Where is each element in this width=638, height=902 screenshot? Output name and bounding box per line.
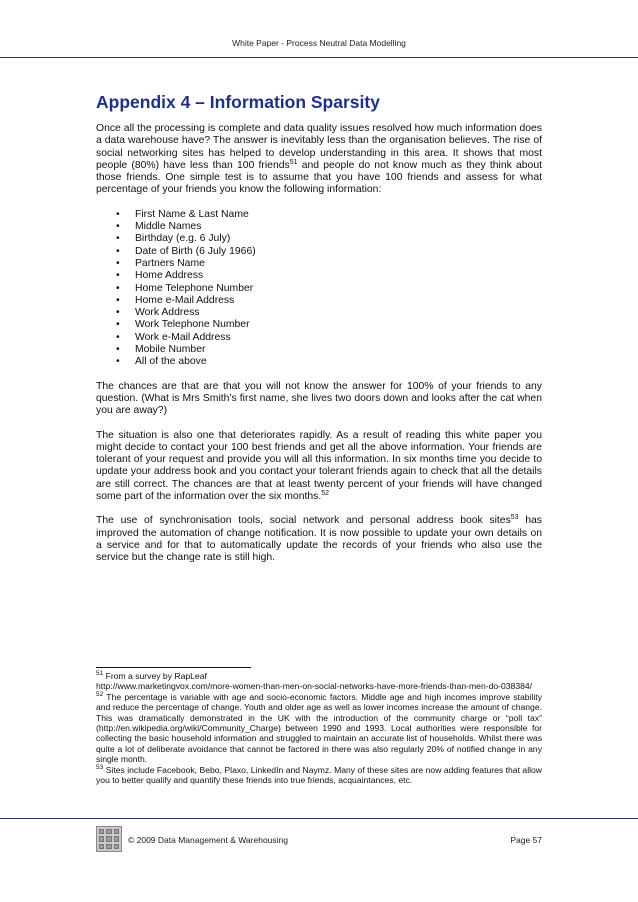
- footer-rule: [0, 818, 638, 819]
- information-list: [96, 209, 542, 369]
- footnote-53: [96, 765, 542, 786]
- list-item: [116, 356, 542, 368]
- list-item-label: Birthday (e.g. 6 July): [135, 233, 231, 245]
- list-item: [116, 319, 542, 331]
- footnote-51-number: 51: [96, 670, 104, 677]
- bullet-icon: •: [116, 257, 120, 269]
- bullet-icon: •: [116, 331, 120, 343]
- deteriorates-text: The situation is also one that deteriorates rapidly. As a result of reading this white paper you might decide to contact your 100 best friends and get all the above information. Your friends are tolerant of your request and provide you will all this information. In six months time you decide to update your address book and you contact your tolerant friends again to check that all the details are still correct. The chances are that at least twenty percent of your friends will have changed some part of the information over the six months.: [96, 429, 542, 503]
- list-item-label: Home Telephone Number: [135, 282, 254, 294]
- footnote-52: [96, 692, 542, 765]
- footnote-52-number: 52: [96, 690, 104, 698]
- bullet-icon: •: [116, 294, 120, 306]
- footnote-51-url[interactable]: http://www.marketingvox.com/more-women-than-men-on-social-networks-have-more-friends-than-men-do-038384/: [96, 681, 533, 692]
- list-item: [116, 307, 542, 319]
- list-item-label: Work Telephone Number: [135, 319, 250, 331]
- list-item-label: First Name & Last Name: [135, 208, 249, 220]
- bullet-icon: •: [116, 245, 120, 257]
- list-item: [116, 258, 542, 270]
- list-item: [116, 209, 542, 221]
- bullet-icon: •: [116, 307, 120, 319]
- list-item: [116, 344, 542, 356]
- footer-copyright: © 2009 Data Management & Warehousing: [128, 835, 288, 845]
- list-item: [116, 246, 542, 258]
- intro-text-a: Once all the processing is complete and data quality issues resolved how much information does a data warehouse have? The answer is inevitably less than the organisation believes. The rise of social networking sites has helped to develop understanding in this area. It shows that most people (80%) have less than 100 friends: [96, 123, 542, 171]
- list-item-label: Home Address: [135, 270, 204, 282]
- list-item: [116, 295, 542, 307]
- list-item: [116, 332, 542, 344]
- header-rule: [0, 57, 638, 58]
- footnote-53-number: 53: [96, 763, 104, 771]
- list-item-label: Middle Names: [135, 221, 202, 233]
- bullet-icon: •: [116, 270, 120, 282]
- list-item: [116, 270, 542, 282]
- page-content: [96, 92, 542, 577]
- footnote-ref-53[interactable]: 53: [510, 514, 519, 522]
- bullet-icon: •: [116, 344, 120, 356]
- bullet-icon: •: [116, 208, 120, 220]
- sync-text-a: The use of synchronisation tools, social network and personal address book sites: [96, 515, 511, 527]
- intro-text-b: and people do not know much as they think about those friends. One simple test is to assume that you have 100 friends and assess for what percentage of your friends you know the following information:: [96, 159, 543, 196]
- running-header: White Paper - Process Neutral Data Modelling: [232, 38, 406, 48]
- list-item-label: Partners Name: [135, 257, 205, 269]
- footnote-ref-52[interactable]: 52: [321, 490, 330, 498]
- intro-paragraph: [96, 123, 542, 197]
- list-item-label: All of the above: [135, 356, 207, 368]
- footnote-51-text: From a survey by RapLeaf: [103, 671, 207, 681]
- list-item: [116, 233, 542, 245]
- list-item: [116, 221, 542, 233]
- footnote-52-text: The percentage is variable with age and socio-economic factors. Middle age and high incomes improve stability and reduce the percentage of change. Youth and older age as well as lower incomes increase the amount of change. This was dramatically demonstrated in the UK with the introduction of the community charge or “poll tax” (http://en.wikipedia.org/wiki/Community_Charge) between 1990 and 1993. Local authorities were responsible for collecting the basic household information and struggled to maintain an accurate list of households. Whilst there was quite a lot of deliberate avoidance that cannot be factored in there was also regularly 20% of notified change in any single month.: [96, 691, 542, 765]
- page-number: Page 57: [510, 835, 542, 845]
- sync-text-b: has improved the automation of change notification. It is now possible to update your own details on a service and for that to automatically update the records of your friends who also use the service but the change rate is still high.: [96, 515, 542, 564]
- section-title: Appendix 4 – Information Sparsity: [96, 92, 380, 112]
- company-logo: [96, 826, 122, 852]
- bullet-icon: •: [116, 233, 120, 245]
- list-item-label: Home e-Mail Address: [135, 294, 235, 306]
- bullet-icon: •: [116, 282, 120, 294]
- list-item-label: Work Address: [135, 307, 200, 319]
- footnotes: [96, 671, 542, 785]
- list-item-label: Work e-Mail Address: [135, 331, 231, 343]
- list-item-label: Mobile Number: [135, 344, 206, 356]
- list-item: [116, 283, 542, 295]
- footnote-separator: [96, 667, 251, 668]
- bullet-icon: •: [116, 221, 120, 233]
- footnote-53-text: Sites include Facebook, Bebo, Plaxo, LinkedIn and Naymz. Many of these sites are now adding features that allow you to better qualify and quantify these friends into true friends, acquaintances, etc.: [96, 764, 542, 786]
- bullet-icon: •: [116, 356, 120, 368]
- paragraph-deteriorates: [96, 430, 542, 504]
- bullet-icon: •: [116, 319, 120, 331]
- footnote-ref-51[interactable]: 51: [289, 158, 298, 166]
- paragraph-chances: The chances are that are that you will not know the answer for 100% of your friends to any question. (What is Mrs Smith’s first name, she lives two doors down and looks after the cat when you are away?): [96, 380, 542, 417]
- list-item-label: Date of Birth (6 July 1966): [135, 245, 256, 257]
- footnote-51: [96, 671, 542, 681]
- paragraph-synchronisation: [96, 515, 542, 564]
